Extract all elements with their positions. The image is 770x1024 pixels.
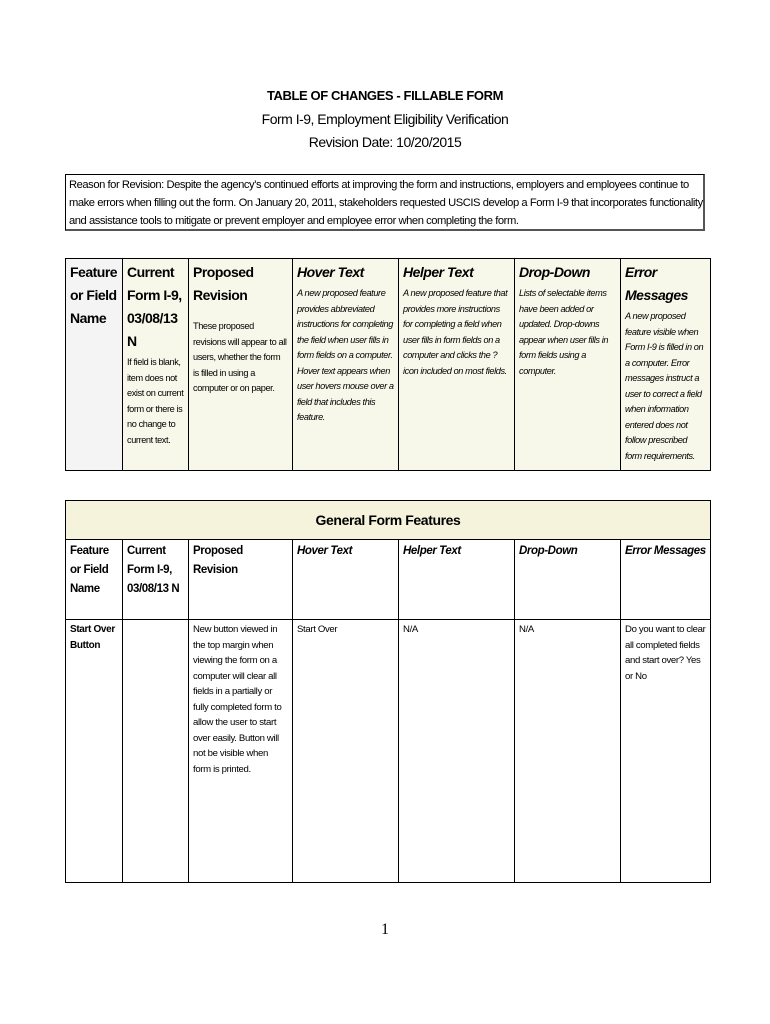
legend-feature-heading: Feature or Field Name bbox=[70, 264, 118, 326]
col-header-current: Current Form I-9, 03/08/13 N bbox=[123, 540, 189, 620]
legend-hover-desc: A new proposed feature provides abbreviated instructions for completing the field when user fills in form fields on a computer. Hover text appears when user hovers mouse over a field that includes this feature. bbox=[297, 288, 394, 422]
legend-feature-cell bbox=[66, 259, 123, 471]
cell-feature-name: Start Over Button bbox=[66, 620, 123, 883]
legend-current-heading: Current Form I-9, 03/08/13 N bbox=[127, 264, 182, 349]
col-header-hover: Hover Text bbox=[293, 540, 399, 620]
form-subtitle: Form I-9, Employment Eligibility Verification bbox=[261, 111, 509, 127]
legend-proposed-heading: Proposed Revision bbox=[193, 264, 254, 303]
legend-helper-cell bbox=[399, 259, 515, 471]
reason-for-revision: Reason for Revision: Despite the agency’s continued efforts at improving the form and instructions, employers and employees continue to make errors when filling out the form. On January 20, 2011, stakeholders requested USCIS develop a Form I-9 that incorporates functionality and assistance tools to mitigate or prevent employer and employee error when completing the form. bbox=[65, 174, 705, 231]
table-row bbox=[66, 620, 711, 883]
legend-error-heading: Error Messages bbox=[625, 264, 688, 303]
legend-dropdown-heading: Drop-Down bbox=[519, 264, 590, 280]
section-title: General Form Features bbox=[66, 501, 711, 540]
legend-dropdown-desc: Lists of selectable items have been added or updated. Drop-downs appear when user fills in form fields using a computer. bbox=[519, 288, 609, 376]
legend-table bbox=[65, 258, 711, 471]
legend-error-desc: A new proposed feature visible when Form I-9 is filled in on a computer. Error messages instruct a user to correct a field when information entered does not follow prescribed form requirements. bbox=[625, 311, 704, 461]
legend-current-cell bbox=[123, 259, 189, 471]
legend-hover-heading: Hover Text bbox=[297, 264, 364, 280]
legend-helper-heading: Helper Text bbox=[403, 264, 474, 280]
page-number: 1 bbox=[381, 921, 389, 938]
cell-helper: N/A bbox=[399, 620, 515, 883]
legend-proposed-cell bbox=[189, 259, 293, 471]
legend-dropdown-cell bbox=[515, 259, 621, 471]
cell-error: Do you want to clear all completed fields and start over? Yes or No bbox=[621, 620, 711, 883]
cell-hover: Start Over bbox=[293, 620, 399, 883]
document-title: TABLE OF CHANGES - FILLABLE FORM bbox=[266, 88, 504, 103]
general-features-table bbox=[65, 500, 711, 883]
cell-dropdown: N/A bbox=[515, 620, 621, 883]
cell-proposed: New button viewed in the top margin when viewing the form on a computer will clear all fields in a partially or fully completed form to allow the user to start over easily. Button will not be visible when form is printed. bbox=[189, 620, 293, 883]
legend-error-cell bbox=[621, 259, 711, 471]
col-header-error: Error Messages bbox=[621, 540, 711, 620]
legend-helper-desc: A new proposed feature that provides more instructions for completing a field when user fills in form fields on a computer and clicks the ? icon included on most fields. bbox=[403, 288, 508, 376]
cell-current bbox=[123, 620, 189, 883]
col-header-dropdown: Drop-Down bbox=[515, 540, 621, 620]
col-header-helper: Helper Text bbox=[399, 540, 515, 620]
col-header-feature: Feature or Field Name bbox=[66, 540, 123, 620]
legend-proposed-desc: These proposed revisions will appear to all users, whether the form is filled in using a computer or on paper. bbox=[193, 321, 287, 393]
legend-current-desc: If field is blank, item does not exist on current form or there is no change to current text. bbox=[127, 357, 184, 445]
col-header-proposed: Proposed Revision bbox=[189, 540, 293, 620]
legend-hover-cell bbox=[293, 259, 399, 471]
revision-date: Revision Date: 10/20/2015 bbox=[308, 134, 462, 150]
